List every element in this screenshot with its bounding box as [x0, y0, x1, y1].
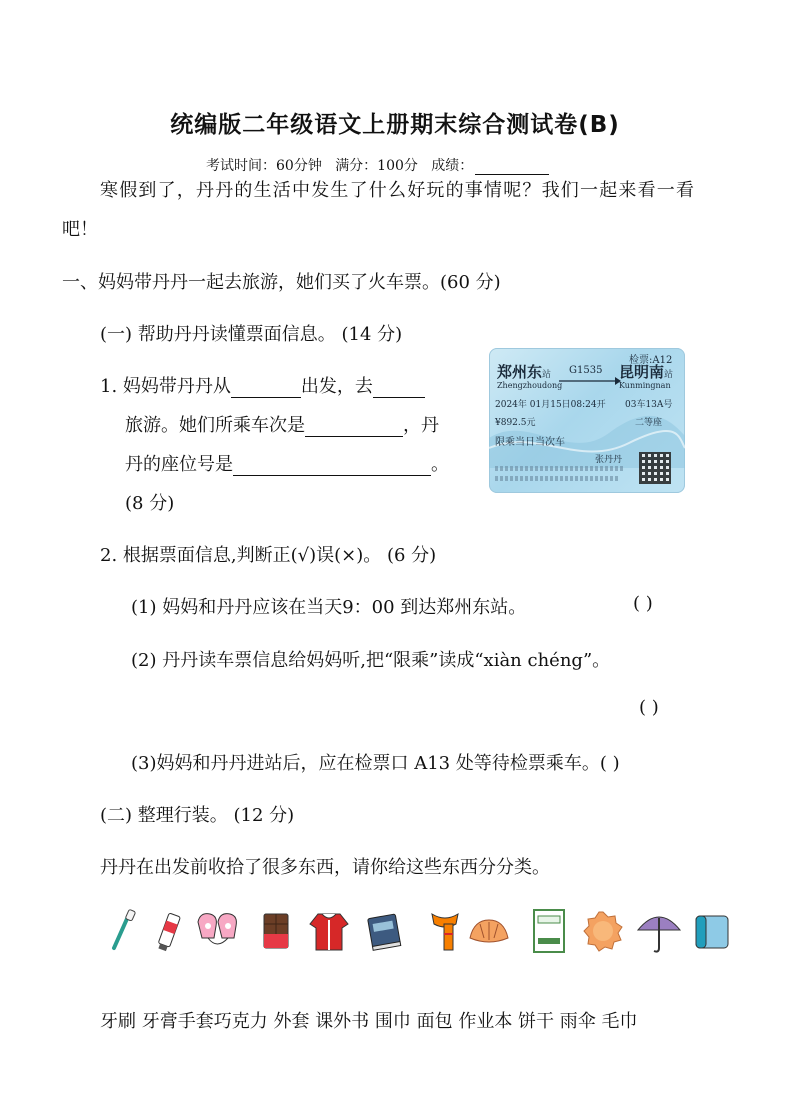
- intro-line-2: 吧！: [62, 219, 98, 240]
- book-icon: [362, 908, 408, 954]
- grade-blank[interactable]: [475, 160, 549, 175]
- q2-item-2-answer[interactable]: ( ): [639, 697, 659, 718]
- ticket-datetime: 2024年 01月15日08:24开: [495, 400, 606, 410]
- page-title: 统编版二年级语文上册期末综合测试卷(B): [170, 112, 620, 138]
- scarf-icon: [422, 908, 468, 954]
- ticket-seat: 03车13A号: [625, 400, 673, 410]
- towel-icon: [690, 908, 736, 954]
- part-2-heading: (二) 整理行装。 (12 分): [100, 805, 295, 826]
- q1-line-1: [100, 372, 425, 398]
- ticket-gate: 检票:A12: [629, 355, 673, 366]
- blank-seat-number[interactable]: [233, 457, 431, 476]
- biscuit-icon: [580, 908, 626, 954]
- q1-text-a: 1. 妈妈带丹丹从: [100, 376, 231, 397]
- part-2-instruction: 丹丹在出发前收拾了很多东西，请你给这些东西分分类。: [100, 857, 550, 878]
- q1-text-e: 丹的座位号是: [125, 454, 233, 475]
- q2-item-3: (3)妈妈和丹丹进站后，应在检票口 A13 处等待检票乘车。( ): [131, 753, 620, 774]
- blank-destination[interactable]: [373, 379, 425, 398]
- q1-line-2: [125, 411, 439, 437]
- bread-icon: [466, 908, 512, 954]
- section-1-heading: 一、妈妈带丹丹一起去旅游，她们买了火车票。(60 分): [62, 272, 501, 293]
- q2-item-2: (2) 丹丹读车票信息给妈妈听,把“限乘”读成“xiàn chéng”。: [131, 650, 611, 671]
- ticket-price: ¥892.5元: [495, 418, 536, 428]
- ticket-limit: 限乘当日当次车: [495, 437, 565, 448]
- chocolate-icon: [254, 908, 300, 954]
- exam-meta: [206, 155, 549, 175]
- part-1-heading: (一) 帮助丹丹读懂票面信息。 (14 分): [100, 324, 403, 345]
- ticket-arrow-icon: [559, 377, 621, 385]
- ticket-id-stripe: [495, 466, 625, 471]
- ticket-train: G1535: [569, 365, 603, 376]
- q2-heading: 2. 根据票面信息,判断正(√)误(×)。 (6 分): [100, 545, 437, 566]
- q2-item-1-answer[interactable]: ( ): [633, 593, 653, 614]
- item-icons-row: [100, 908, 740, 958]
- ticket-to-pinyin: Kunmingnan: [619, 381, 671, 390]
- exam-time: 考试时间：60分钟: [206, 158, 322, 174]
- toothpaste-icon: [146, 908, 192, 954]
- train-ticket-image: [489, 348, 685, 493]
- notebook-icon: [526, 908, 572, 954]
- q2-item-1: (1) 妈妈和丹丹应该在当天9：00 到达郑州东站。: [131, 597, 527, 618]
- ticket-to: 昆明南站: [619, 363, 674, 381]
- q1-text-f: 。: [431, 454, 449, 475]
- toothbrush-icon: [100, 908, 146, 954]
- q1-points: (8 分): [125, 493, 175, 514]
- intro-line-1: 寒假到了，丹丹的生活中发生了什么好玩的事情呢？我们一起来看一看: [100, 180, 696, 201]
- items-word-list: 牙刷 牙膏手套巧克力 外套 课外书 围巾 面包 作业本 饼干 雨伞 毛巾: [100, 1011, 638, 1032]
- qr-code-icon: [639, 452, 671, 484]
- ticket-class: 二等座: [635, 418, 663, 428]
- blank-train-number[interactable]: [305, 418, 403, 437]
- coat-icon: [306, 908, 352, 954]
- umbrella-icon: [636, 908, 682, 954]
- ticket-from-pinyin: Zhengzhoudong: [497, 381, 563, 390]
- full-score: 满分：100分: [335, 158, 418, 174]
- grade-label: 成绩：: [431, 158, 474, 174]
- q1-text-d: ，丹: [403, 415, 439, 436]
- ticket-name: 张丹丹: [595, 455, 623, 465]
- q1-line-3: [125, 450, 449, 476]
- blank-origin[interactable]: [231, 379, 301, 398]
- ticket-from: 郑州东站: [497, 363, 552, 381]
- q1-text-b: 出发，去: [300, 376, 373, 397]
- gloves-icon: [194, 908, 240, 954]
- q1-text-c: 旅游。她们所乘车次是: [125, 415, 305, 436]
- ticket-id-stripe: [495, 476, 619, 481]
